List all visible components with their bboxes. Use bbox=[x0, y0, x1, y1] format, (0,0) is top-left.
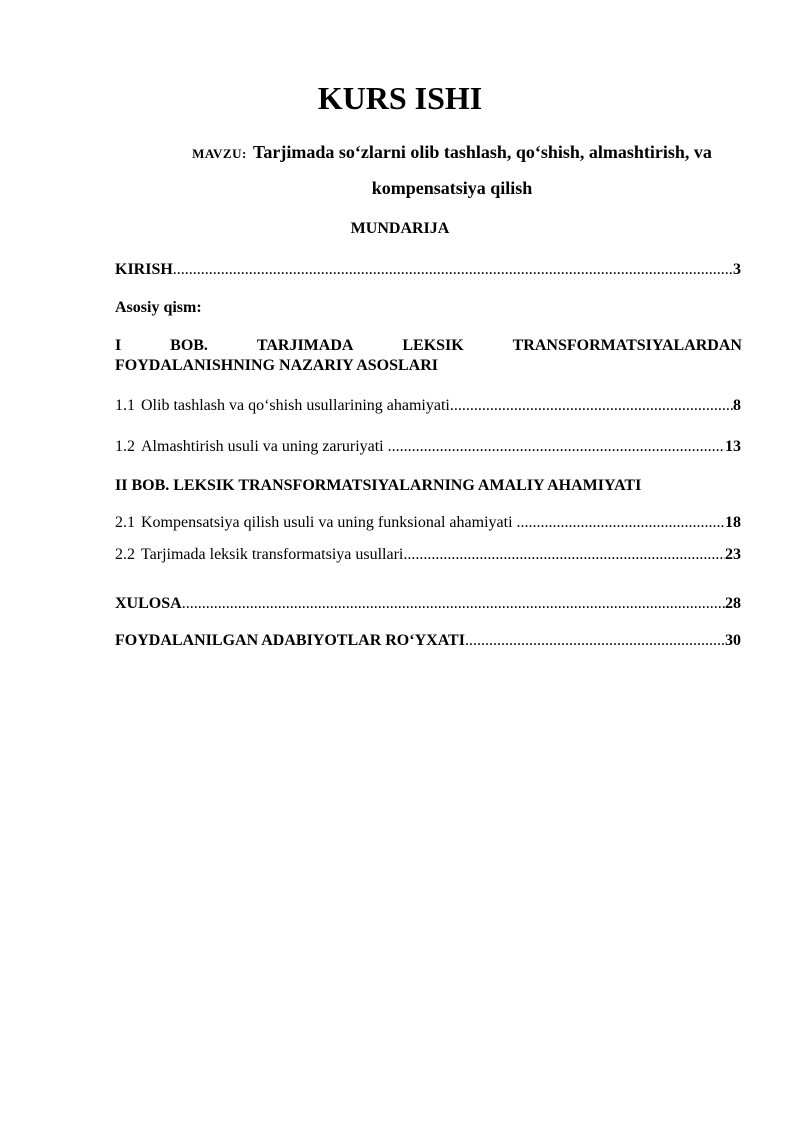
topic-text: Tarjimada so‘zlarni olib tashlash, qo‘shish, almashtirish, va kompensatsiya qilish bbox=[253, 142, 712, 198]
toc-entry-page: 30 bbox=[725, 632, 741, 649]
dot-leader bbox=[403, 545, 725, 565]
toc-entry-label: Tarjimada leksik transformatsiya usullari bbox=[141, 546, 404, 563]
toc-entry-number: 1.2 bbox=[115, 438, 135, 455]
toc-entry-2-1 bbox=[115, 513, 741, 533]
chapter-1-line-2: FOYDALANISHNING NAZARIY ASOSLARI bbox=[115, 357, 439, 374]
toc-entry-2-2 bbox=[115, 545, 741, 565]
toc-entry-references bbox=[115, 631, 741, 651]
toc-entry-label: XULOSA bbox=[115, 595, 182, 612]
toc-entry-page: 23 bbox=[725, 546, 741, 563]
chapter-1-word: TARJIMADA bbox=[256, 337, 354, 354]
dot-leader bbox=[388, 437, 725, 457]
chapter-1-word: I bbox=[115, 337, 122, 354]
dot-leader bbox=[182, 594, 725, 614]
dot-leader bbox=[465, 631, 725, 651]
toc-entry-page: 13 bbox=[725, 438, 741, 455]
toc-entry-number: 2.1 bbox=[115, 514, 135, 531]
chapter-1-word: TRANSFORMATSIYALARDAN bbox=[512, 337, 742, 354]
toc-entry-conclusion bbox=[115, 594, 741, 614]
toc-entry-label: KIRISH bbox=[115, 261, 173, 278]
toc-entry-label: Olib tashlash va qo‘shish usullarining ahamiyati bbox=[141, 397, 450, 414]
chapter-1-word: BOB. bbox=[170, 337, 208, 354]
toc-heading: MUNDARIJA bbox=[350, 220, 450, 237]
dot-leader bbox=[450, 396, 733, 416]
toc-entry-label: Kompensatsiya qilish usuli va uning funksional ahamiyati bbox=[141, 514, 517, 531]
toc-entry-intro bbox=[115, 260, 741, 280]
main-part-heading: Asosiy qism: bbox=[115, 299, 202, 316]
toc-entry-number: 1.1 bbox=[115, 397, 135, 414]
topic-prefix: MAVZU: bbox=[192, 146, 247, 161]
toc-entry-label: FOYDALANILGAN ADABIYOTLAR RO‘YXATI bbox=[115, 632, 465, 649]
toc-entry-page: 28 bbox=[725, 595, 741, 612]
chapter-1-line-1 bbox=[115, 336, 742, 356]
toc-entry-1-1 bbox=[115, 396, 741, 416]
toc-entry-number: 2.2 bbox=[115, 546, 135, 563]
dot-leader bbox=[517, 513, 725, 533]
dot-leader bbox=[173, 260, 733, 280]
chapter-1-word: LEKSIK bbox=[402, 337, 464, 354]
chapter-2-heading: II BOB. LEKSIK TRANSFORMATSIYALARNING AMALIY AHAMIYATI bbox=[115, 477, 642, 494]
document-title: KURS ISHI bbox=[317, 80, 483, 116]
toc-entry-page: 18 bbox=[725, 514, 741, 531]
toc-entry-page: 3 bbox=[733, 261, 741, 278]
toc-entry-page: 8 bbox=[733, 397, 741, 414]
topic-block bbox=[172, 135, 732, 205]
chapter-1-heading bbox=[115, 336, 742, 376]
toc-entry-label: Almashtirish usuli va uning zaruriyati bbox=[141, 438, 388, 455]
toc-entry-1-2 bbox=[115, 437, 741, 457]
